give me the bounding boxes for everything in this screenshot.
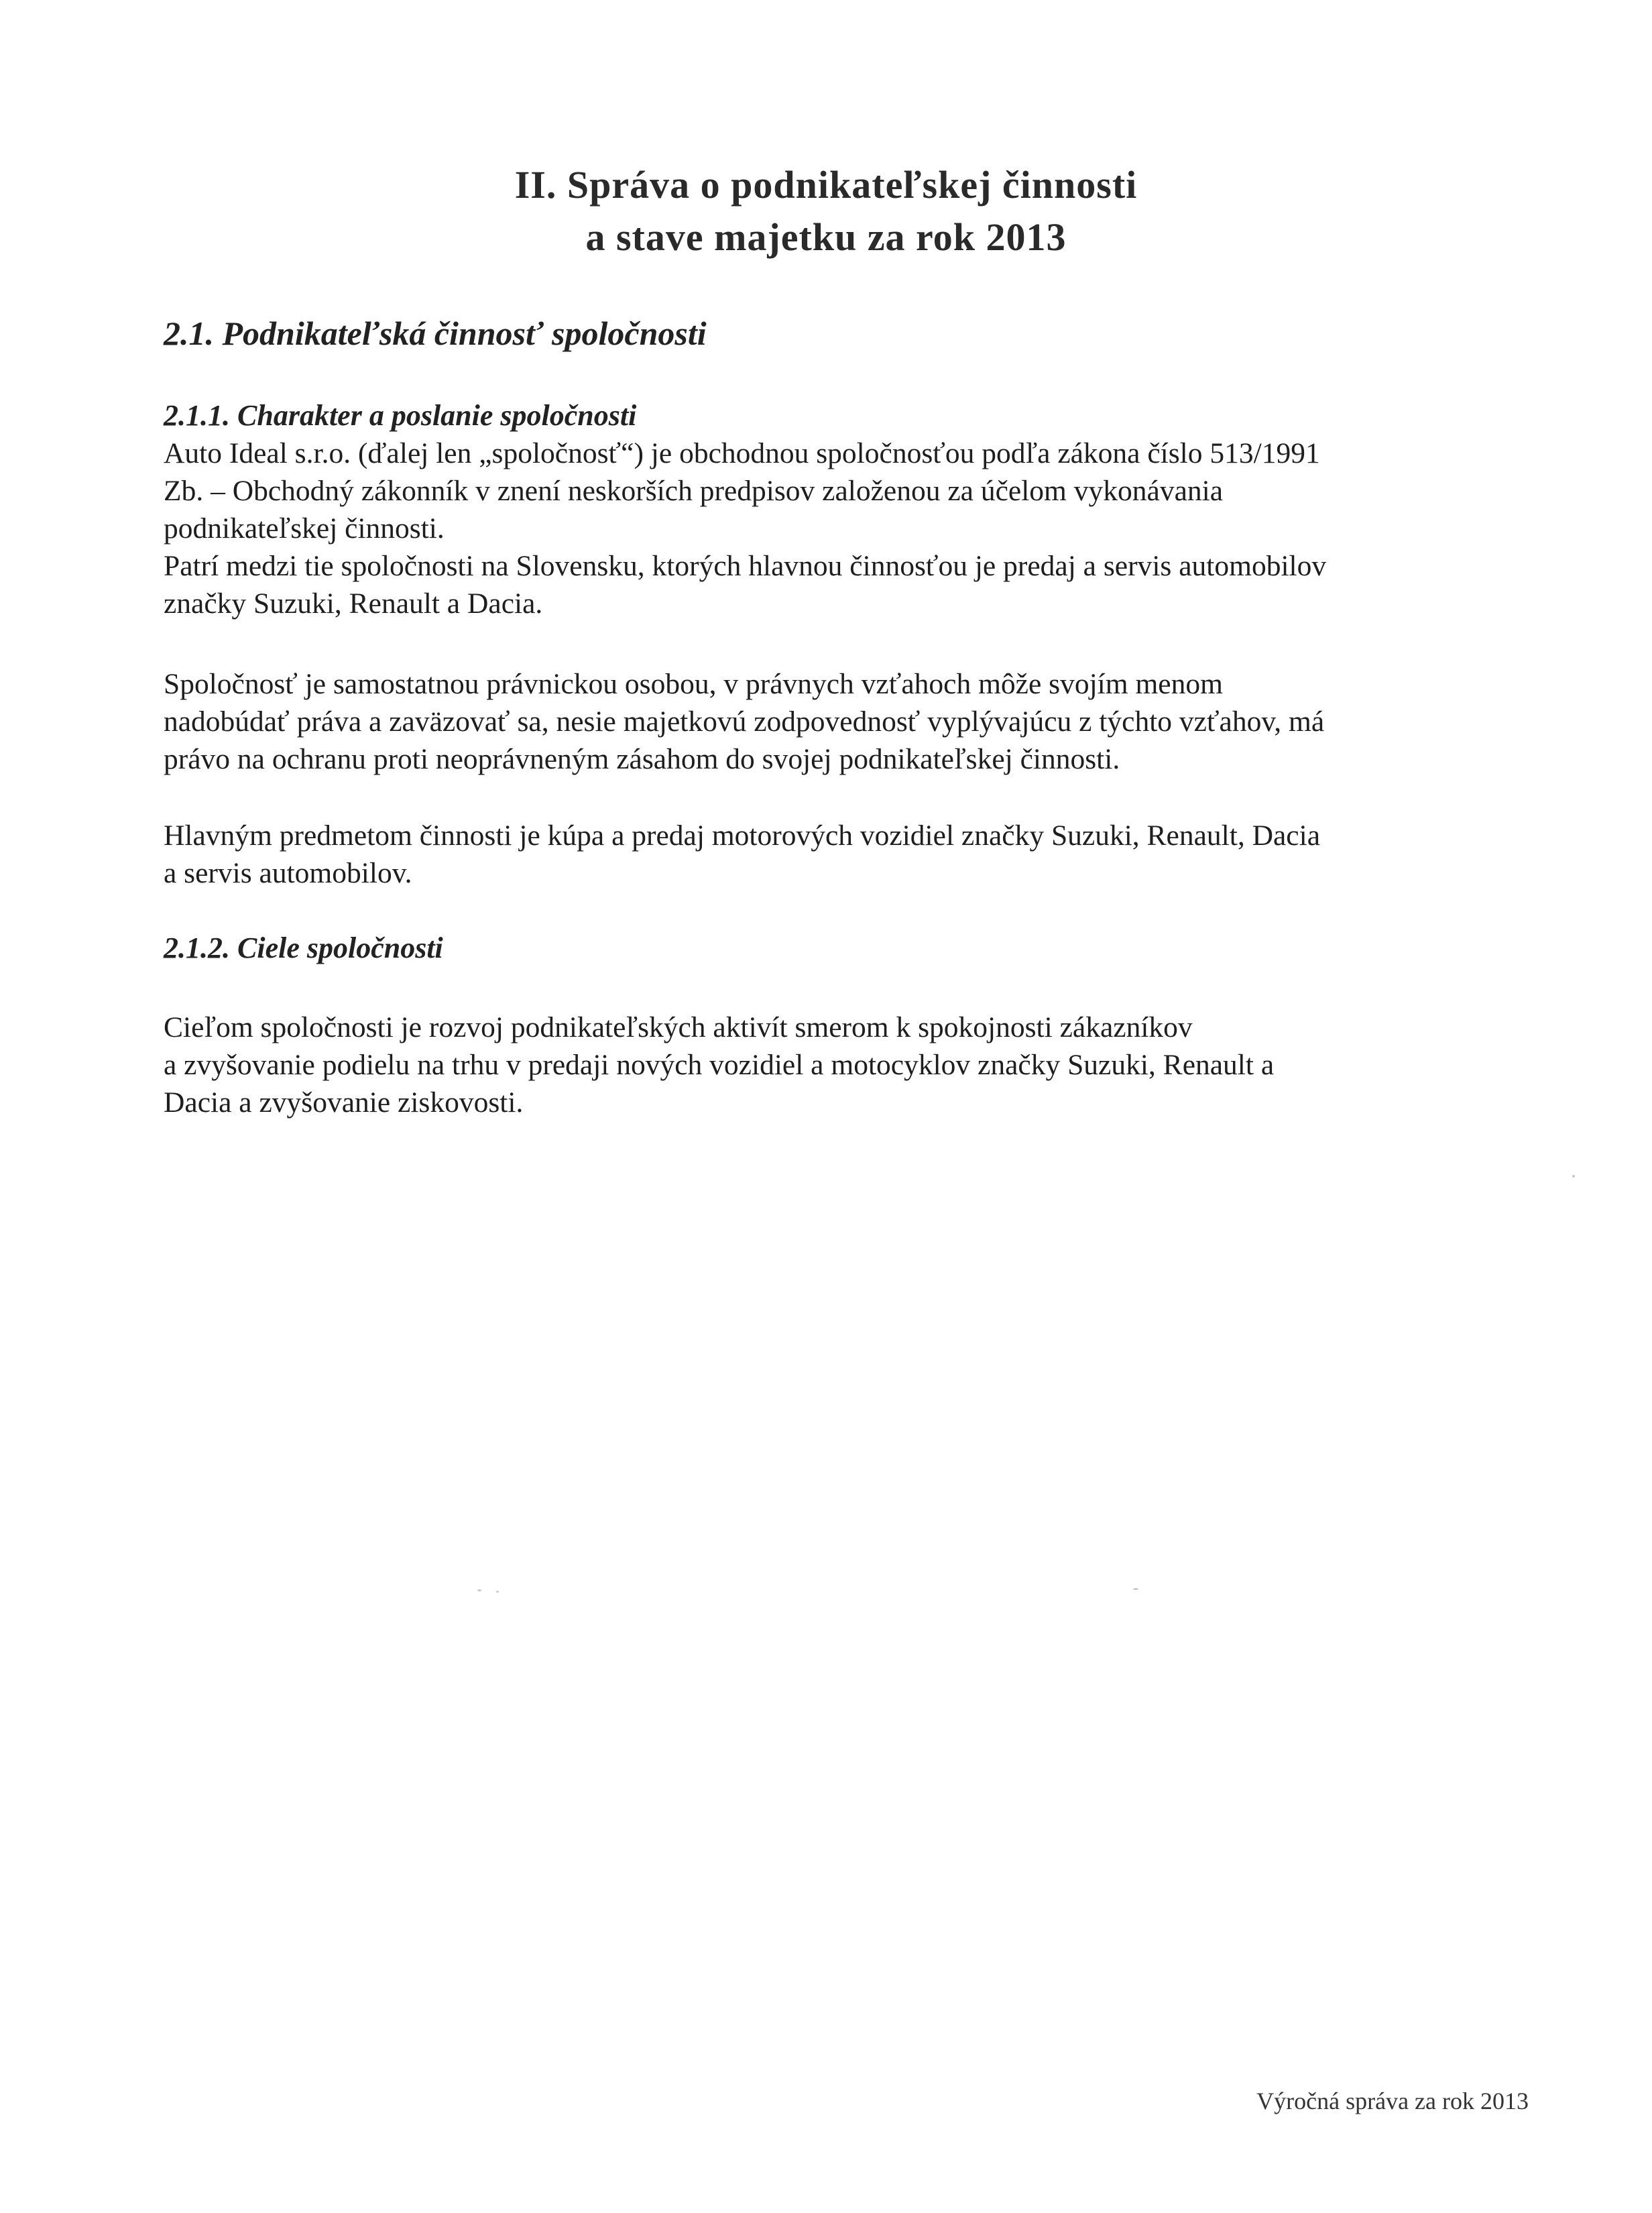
paragraph-company-intro: Auto Ideal s.r.o. (ďalej len „spoločnosť“) je obchodnou spoločnosťou podľa zákona číslo 513/1991 Zb. – Obchodný zákonník v znení neskorších predpisov založenou za účelom vykonávania podnikateľskej činnosti. Patrí medzi tie spoločnosti na Slovensku, ktorých hlavnou činnosťou je predaj a servis automobilov značky Suzuki, Renault a Dacia.	[164, 437, 1327, 620]
scan-speck	[1572, 1175, 1575, 1178]
page-footer: Výročná správa za rok 2013	[1256, 2088, 1529, 2114]
page-title-line-2: a stave majetku za rok 2013	[585, 215, 1067, 259]
paragraph-company-goals: Cieľom spoločnosti je rozvoj podnikateľských aktivít smerom k spokojnosti zákazníkov a zvyšovanie podielu na trhu v predaji nových vozidiel a motocyklov značky Suzuki, Renault a Dacia a zvyšovanie ziskovosti.	[164, 1011, 1275, 1119]
section-heading: 2.1. Podnikateľská činnosť spoločnosti	[164, 315, 707, 352]
paragraph-main-activity: Hlavným predmetom činnosti je kúpa a predaj motorových vozidiel značky Suzuki, Renault, Dacia a servis automobilov.	[164, 819, 1321, 889]
scan-speck	[477, 1589, 481, 1591]
paragraph-legal-entity: Spoločnosť je samostatnou právnickou osobou, v právnych vzťahoch môže svojím menom nadobúdať práva a zaväzovať sa, nesie majetkovú zodpovednosť vyplývajúcu z týchto vzťahov, má právo na ochranu proti neoprávneným zásahom do svojej podnikateľskej činnosti.	[164, 668, 1325, 775]
subsection-heading-charakter: 2.1.1. Charakter a poslanie spoločnosti	[164, 399, 637, 432]
page-title-line-1: II. Správa o podnikateľskej činnosti	[514, 163, 1138, 207]
scan-speck	[496, 1591, 499, 1593]
subsection-heading-ciele: 2.1.2. Ciele spoločnosti	[164, 931, 443, 964]
scan-speck	[1133, 1588, 1138, 1590]
